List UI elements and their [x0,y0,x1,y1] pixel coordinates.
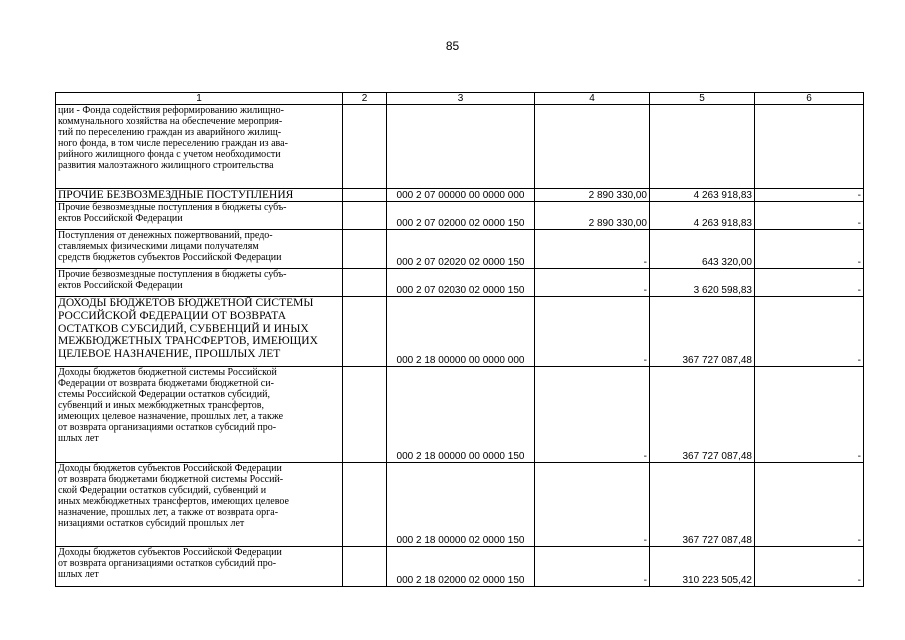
cell-col2 [343,202,387,230]
revenue-name-cell: Прочие безвозмездные поступления в бюджеты субъ- ектов Российской Федерации [56,269,343,297]
amount-cell: - [755,547,864,587]
budget-code-cell: 000 2 07 02020 02 0000 150 [387,230,535,269]
revenue-name-cell: Прочие безвозмездные поступления в бюджеты субъ- ектов Российской Федерации [56,202,343,230]
amount-cell: 310 223 505,42 [650,547,755,587]
budget-code-cell: 000 2 18 00000 00 0000 000 [387,297,535,367]
budget-code-cell: 000 2 18 02000 02 0000 150 [387,547,535,587]
cell-col2 [343,105,387,189]
revenue-name-cell: Доходы бюджетов субъектов Российской Федерации от возврата организациями остатков субсидий про- шлых лет [56,547,343,587]
revenue-name-cell: Доходы бюджетов бюджетной системы Российской Федерации от возврата бюджетами бюджетной си- стемы Российской Федерации остатков субсидий, субвенций и иных межбюджетных трансфертов, имеющих целевое назначение, прошлых лет, а также от возврата организациями остатков субсидий про- шлых лет [56,367,343,463]
amount-cell: 2 890 330,00 [535,202,650,230]
cell-col2 [343,230,387,269]
amount-cell: - [535,463,650,547]
cell-col2 [343,367,387,463]
amount-cell: 367 727 087,48 [650,463,755,547]
amount-cell: 3 620 598,83 [650,269,755,297]
revenue-name-cell: Поступления от денежных пожертвований, предо- ставляемых физическими лицами получателям средств бюджетов субъектов Российской Федерации [56,230,343,269]
budget-revenue-table [55,92,864,587]
table-row [56,230,864,269]
page-number: 85 [445,39,460,53]
amount-cell: - [755,367,864,463]
column-header: 5 [650,93,755,105]
table-row [56,367,864,463]
table-row [56,297,864,367]
amount-cell: 643 320,00 [650,230,755,269]
cell-col2 [343,269,387,297]
budget-code-cell: 000 2 07 02000 02 0000 150 [387,202,535,230]
amount-cell: 4 263 918,83 [650,202,755,230]
amount-cell: 4 263 918,83 [650,189,755,202]
table-row [56,189,864,202]
amount-cell: - [755,463,864,547]
column-header: 2 [343,93,387,105]
table-row [56,463,864,547]
amount-cell: - [755,189,864,202]
column-header: 6 [755,93,864,105]
amount-cell: - [755,297,864,367]
amount-cell: - [755,269,864,297]
cell-col2 [343,547,387,587]
budget-code-cell: 000 2 07 00000 00 0000 000 [387,189,535,202]
column-header: 3 [387,93,535,105]
cell-col2 [343,297,387,367]
revenue-name-cell: Доходы бюджетов субъектов Российской Федерации от возврата бюджетами бюджетной системы Россий- ской Федерации остатков субсидий, субвенций и иных межбюджетных трансфертов, имеющих целевое назначение, прошлых лет, а также от возврата орга- низациями остатков субсидий прошлых лет [56,463,343,547]
amount-cell: 2 890 330,00 [535,189,650,202]
column-number-row [56,93,864,105]
amount-cell: - [535,269,650,297]
cell-col2 [343,463,387,547]
table-row [56,105,864,189]
budget-code-cell: 000 2 18 00000 02 0000 150 [387,463,535,547]
revenue-name-cell: ПРОЧИЕ БЕЗВОЗМЕЗДНЫЕ ПОСТУПЛЕНИЯ [56,189,343,202]
amount-cell: 367 727 087,48 [650,367,755,463]
amount-cell: - [535,230,650,269]
table-row [56,269,864,297]
cell-col2 [343,189,387,202]
revenue-name-cell: ции - Фонда содействия реформированию жилищно- коммунального хозяйства на обеспечение мероприя- тий по переселению граждан из аварийного жилищ- ного фонда, в том числе переселению граждан из ава- рийного жилищного фонда с учетом необходимости развития малоэтажного жилищного строительства [56,105,343,189]
amount-cell: - [535,297,650,367]
table-row [56,547,864,587]
amount-cell [650,105,755,189]
amount-cell: 367 727 087,48 [650,297,755,367]
budget-code-cell: 000 2 07 02030 02 0000 150 [387,269,535,297]
amount-cell [755,105,864,189]
column-header: 1 [56,93,343,105]
budget-code-cell [387,105,535,189]
amount-cell [535,105,650,189]
amount-cell: - [755,230,864,269]
table-row [56,202,864,230]
revenue-name-cell: ДОХОДЫ БЮДЖЕТОВ БЮДЖЕТНОЙ СИСТЕМЫ РОССИЙСКОЙ ФЕДЕРАЦИИ ОТ ВОЗВРАТА ОСТАТКОВ СУБСИДИЙ, СУБВЕНЦИЙ И ИНЫХ МЕЖБЮДЖЕТНЫХ ТРАНСФЕРТОВ, ИМЕЮЩИХ ЦЕЛЕВОЕ НАЗНАЧЕНИЕ, ПРОШЛЫХ ЛЕТ [56,297,343,367]
amount-cell: - [535,367,650,463]
column-header: 4 [535,93,650,105]
budget-code-cell: 000 2 18 00000 00 0000 150 [387,367,535,463]
amount-cell: - [535,547,650,587]
amount-cell: - [755,202,864,230]
